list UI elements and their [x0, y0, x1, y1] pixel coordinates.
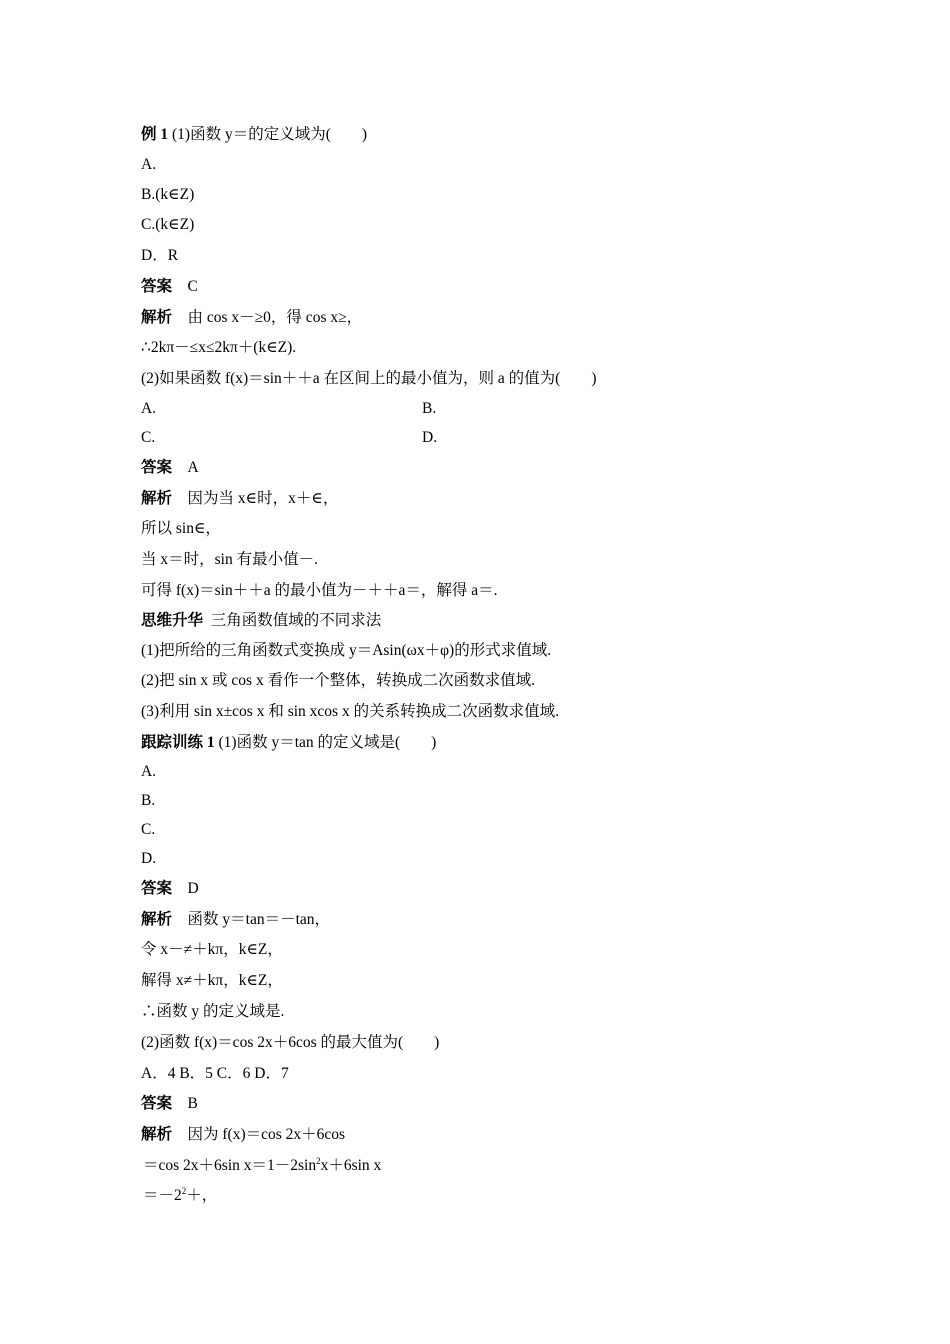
ex1-q1-answer: 答案 C	[141, 278, 198, 295]
example-label: 例 1	[141, 126, 169, 143]
example-1-question-1: 例 1 (1)函数 y＝的定义域为( )	[141, 126, 368, 143]
tr1-question-2: (2)函数 f(x)＝cos 2x＋6cos 的最大值为( )	[141, 1034, 440, 1051]
answer-label: 答案	[141, 459, 173, 476]
tr1-q1-step-4: ∴函数 y 的定义域是.	[141, 1003, 285, 1020]
analysis-label: 解析	[141, 490, 173, 507]
tr1-q1-answer: 答案 D	[141, 880, 199, 897]
ex1-q1-analysis: 解析 由 cos x－≥0，得 cos x≥，	[141, 309, 363, 326]
tr1-q2-step-2: ＝cos 2x＋6sin $x=1-2\sin^2x+6\sin$ x	[143, 1156, 382, 1174]
summary-method-1: (1)把所给的三角函数式变换成 y＝Asin(ωx＋φ)的形式求值域.	[141, 642, 552, 659]
tr1-q2-options: A．4 B．5 C．6 D．7	[141, 1065, 289, 1082]
analysis-label: 解析	[141, 309, 173, 326]
ex1-q2-step-2: 所以 sin∈，	[141, 520, 221, 537]
training-label: 跟踪训练 1	[141, 734, 215, 751]
ex1-q1-option-d: D．R	[141, 247, 179, 264]
training-1-question-1: 跟踪训练 1 (1)函数 y＝tan 的定义域是( )	[141, 734, 437, 751]
tr1-q1-option-c: C.	[141, 821, 156, 838]
tr1-q1-option-b: B.	[141, 792, 156, 809]
ex1-q2-step-4: 可得 f(x)＝sin＋＋a 的最小值为－＋＋a＝，解得 a＝.	[141, 582, 498, 599]
answer-label: 答案	[141, 880, 173, 897]
analysis-label: 解析	[141, 911, 173, 928]
ex1-q1-option-a: A.	[141, 156, 157, 173]
tr1-q1-step-2: 令 x－≠＋kπ，k∈Z，	[141, 941, 283, 958]
summary-method-2: (2)把 sin x 或 cos x 看作一个整体，转换成二次函数求值域.	[141, 672, 535, 689]
tr1-q1-step-3: 解得 x≠＋kπ，k∈Z，	[141, 972, 283, 989]
tr1-q2-analysis: 解析 因为 f(x)＝cos 2x＋6cos	[141, 1126, 346, 1143]
ex1-q2-option-b: B.	[422, 400, 437, 417]
answer-label: 答案	[141, 1095, 173, 1112]
ex1-q2-option-c: C.	[141, 429, 156, 446]
tr1-q2-answer: 答案 B	[141, 1095, 198, 1112]
analysis-label: 解析	[141, 1126, 173, 1143]
ex1-q2-option-a: A.	[141, 400, 157, 417]
summary-method-3: (3)利用 sin x±cos x 和 sin xcos x 的关系转换成二次函数求值域.	[141, 703, 559, 720]
ex1-q1-option-c: C.(k∈Z)	[141, 216, 195, 233]
ex1-q1-option-b: B.(k∈Z)	[141, 186, 195, 203]
summary-heading: 思维升华 三角函数值域的不同求法	[141, 612, 382, 629]
ex1-q1-step-2: ∴2kπ－≤x≤2kπ＋(k∈Z).	[141, 339, 297, 356]
ex1-question-2: (2)如果函数 f(x)＝sin＋＋a 在区间上的最小值为，则 a 的值为( )	[141, 370, 597, 387]
ex1-q2-answer: 答案 A	[141, 459, 199, 476]
answer-label: 答案	[141, 278, 173, 295]
ex1-q2-analysis: 解析 因为当 x∈时，x＋∈，	[141, 490, 339, 507]
tr1-q1-option-a: A.	[141, 763, 157, 780]
tr1-q2-step-3: $=-2^2+$，	[143, 1186, 218, 1204]
ex1-q2-option-d: D.	[422, 429, 438, 446]
summary-label: 思维升华	[141, 612, 204, 629]
ex1-q2-step-3: 当 x＝时，sin 有最小值－.	[141, 551, 318, 568]
tr1-q1-analysis: 解析 函数 y＝tan＝－tan，	[141, 911, 331, 928]
tr1-q1-option-d: D.	[141, 850, 157, 867]
